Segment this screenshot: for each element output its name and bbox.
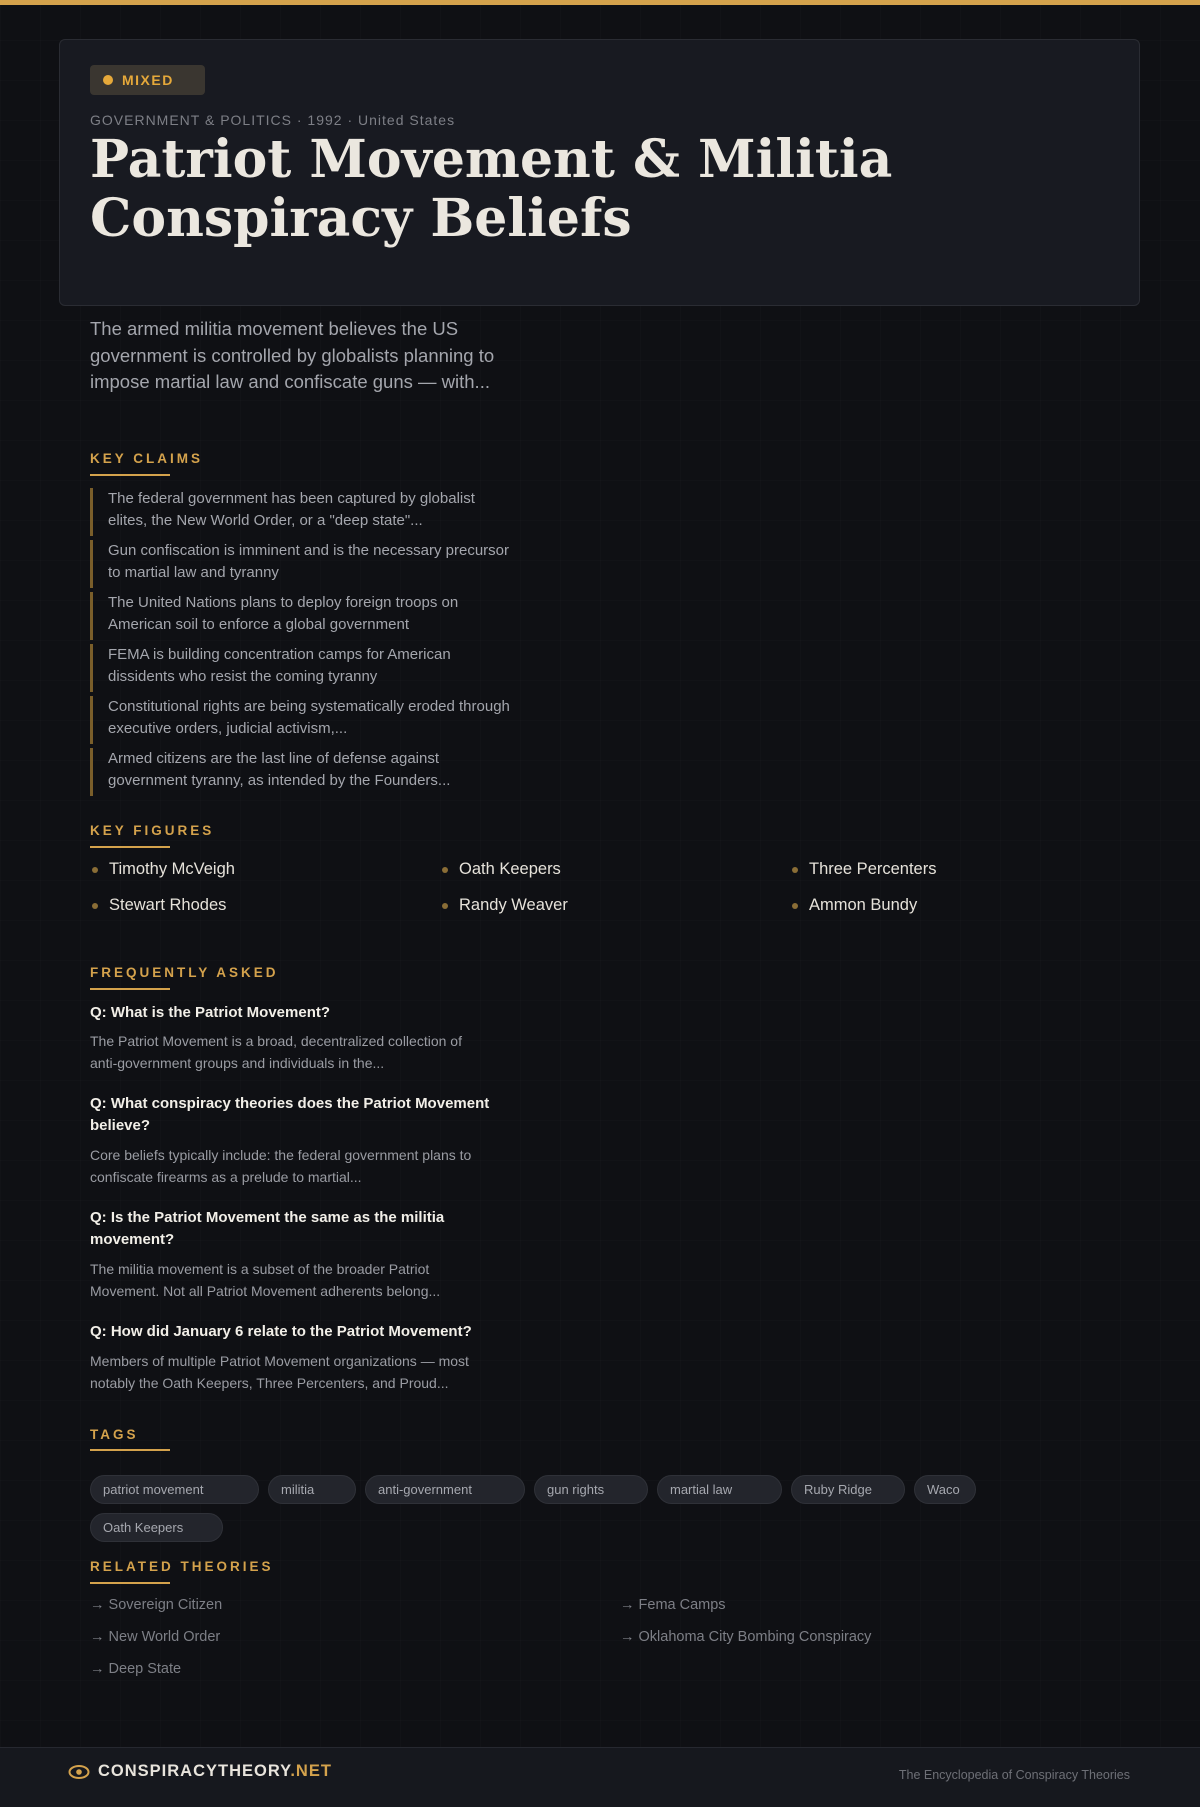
claim-item: The federal government has been captured by globalist elites, the New World Order, or a "deep state"... (90, 488, 510, 536)
bullet-icon (92, 903, 98, 909)
footer-logo[interactable] (68, 1762, 332, 1781)
tags-rule (90, 1449, 170, 1451)
top-accent-bar (0, 0, 1200, 5)
tag-chip[interactable]: gun rights (534, 1475, 648, 1504)
figure-item[interactable] (92, 896, 226, 915)
tag-chip[interactable]: patriot movement (90, 1475, 259, 1504)
tag-chip[interactable]: militia (268, 1475, 356, 1504)
verdict-badge (90, 65, 205, 95)
summary-text: The armed militia movement believes the US government is controlled by globalists planning to impose martial law and confiscate guns — with... (90, 318, 495, 392)
figure-item[interactable] (792, 860, 936, 879)
bullet-icon (792, 867, 798, 873)
faq-question[interactable]: Q: What is the Patriot Movement? (90, 1004, 331, 1021)
related-link[interactable]: → Deep State (90, 1661, 182, 1677)
verdict-label: MIXED (122, 72, 174, 88)
footer-tagline: The Encyclopedia of Conspiracy Theories (898, 1768, 1130, 1782)
faq-answer: Core beliefs typically include: the federal government plans to confiscate firearms as a prelude to martial... (90, 1147, 472, 1185)
faq-rule (90, 988, 170, 990)
tag-chip[interactable]: Oath Keepers (90, 1513, 223, 1542)
faq-question[interactable]: Q: What conspiracy theories does the Patriot Movement believe? (90, 1095, 490, 1134)
tags-heading: TAGS (90, 1427, 139, 1442)
claim-item: Armed citizens are the last line of defense against government tyranny, as intended by the Founders... (90, 748, 510, 796)
claim-item: Gun confiscation is imminent and is the necessary precursor to martial law and tyranny (90, 540, 510, 588)
claim-item: FEMA is building concentration camps for American dissidents who resist the coming tyranny (90, 644, 510, 692)
faq-answer: The militia movement is a subset of the broader Patriot Movement. Not all Patriot Movement adherents belong... (90, 1261, 441, 1299)
bullet-icon (92, 867, 98, 873)
verdict-dot-icon (103, 75, 113, 85)
brand-name: CONSPIRACYTHEORY.NET (98, 1762, 332, 1780)
faq-question[interactable]: Q: How did January 6 relate to the Patriot Movement? (90, 1323, 472, 1340)
bullet-icon (442, 903, 448, 909)
figure-item[interactable] (92, 860, 235, 879)
tag-chip[interactable]: Waco (914, 1475, 976, 1504)
faq-heading: FREQUENTLY ASKED (90, 965, 279, 980)
key-claims-rule (90, 474, 170, 476)
eye-icon (68, 1764, 90, 1780)
tag-chip[interactable]: Ruby Ridge (791, 1475, 905, 1504)
figure-name: Stewart Rhodes (109, 896, 227, 914)
figure-name: Three Percenters (809, 860, 937, 878)
page-title: Patriot Movement & Militia Conspiracy Beliefs (90, 129, 893, 249)
related-link[interactable]: → Fema Camps (620, 1597, 726, 1613)
key-claims-heading: KEY CLAIMS (90, 451, 204, 466)
figure-name: Ammon Bundy (809, 896, 918, 914)
figure-item[interactable] (442, 860, 561, 879)
claim-item: The United Nations plans to deploy foreign troops on American soil to enforce a global government (90, 592, 510, 640)
claim-item: Constitutional rights are being systematically eroded through executive orders, judicial activism,... (90, 696, 510, 744)
faq-answer: Members of multiple Patriot Movement organizations — most notably the Oath Keepers, Three Percenters, and Proud... (90, 1353, 469, 1391)
bullet-icon (792, 903, 798, 909)
category-meta: GOVERNMENT & POLITICS · 1992 · United States (90, 112, 456, 128)
figure-item[interactable] (792, 896, 917, 915)
related-rule (90, 1582, 170, 1584)
figure-name: Randy Weaver (459, 896, 568, 914)
tag-chip[interactable]: martial law (657, 1475, 782, 1504)
related-link[interactable]: → New World Order (90, 1629, 221, 1645)
figure-name: Oath Keepers (459, 860, 561, 878)
key-figures-heading: KEY FIGURES (90, 823, 215, 838)
faq-answer: The Patriot Movement is a broad, decentralized collection of anti-government groups and individuals in the... (90, 1033, 462, 1071)
brand-tld: .NET (290, 1762, 332, 1780)
faq-question[interactable]: Q: Is the Patriot Movement the same as the militia movement? (90, 1209, 445, 1248)
related-link[interactable]: → Sovereign Citizen (90, 1597, 223, 1613)
related-link[interactable]: → Oklahoma City Bombing Conspiracy (620, 1629, 872, 1645)
site-footer (0, 1747, 1200, 1807)
figure-name: Timothy McVeigh (109, 860, 235, 878)
hero-card (59, 39, 1140, 306)
figure-item[interactable] (442, 896, 568, 915)
related-heading: RELATED THEORIES (90, 1559, 274, 1574)
tag-chip[interactable]: anti-government (365, 1475, 525, 1504)
bullet-icon (442, 867, 448, 873)
key-figures-rule (90, 846, 170, 848)
